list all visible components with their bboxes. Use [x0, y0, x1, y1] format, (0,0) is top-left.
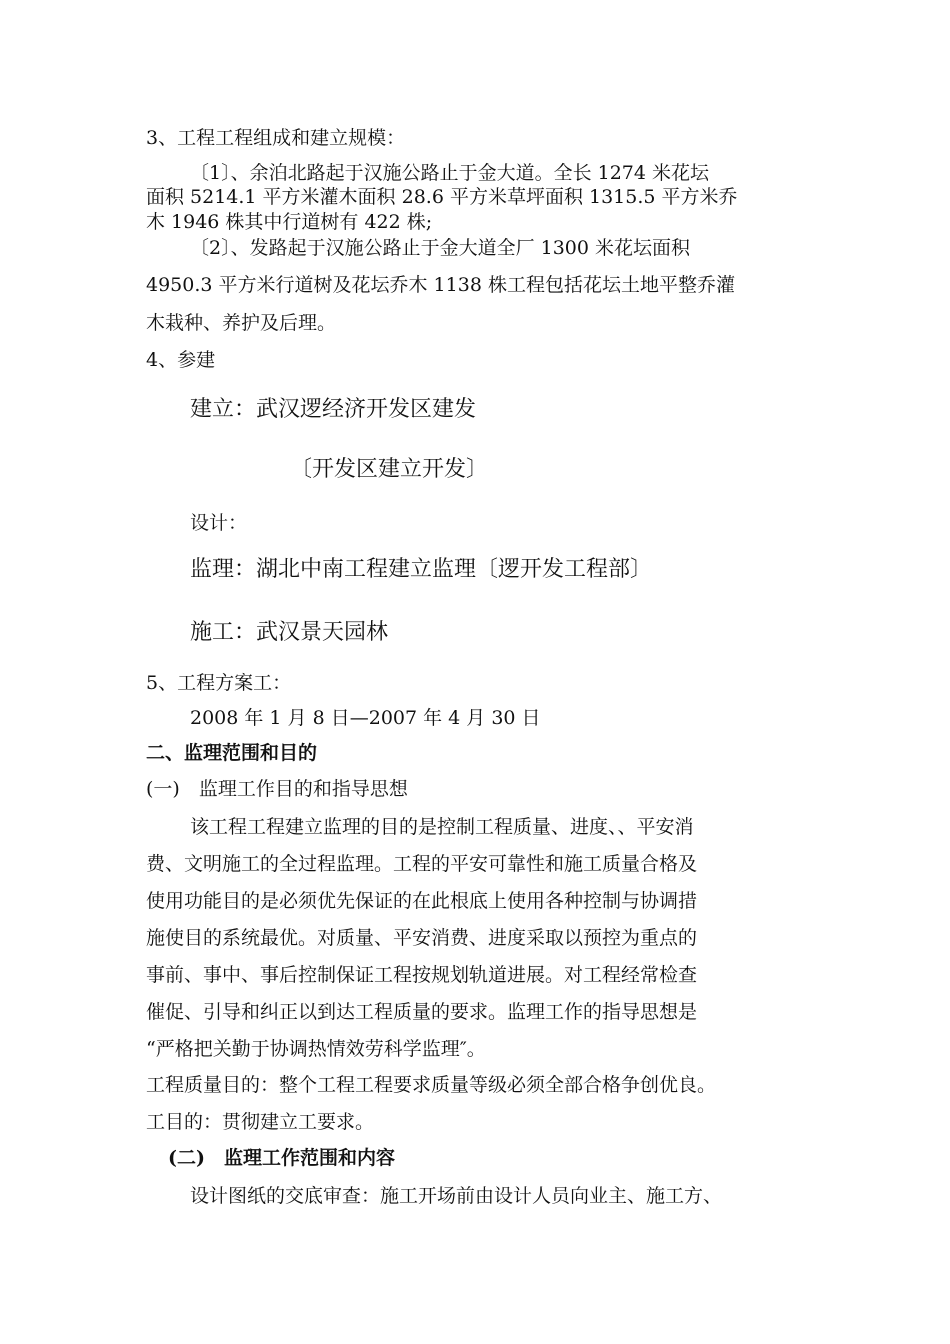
para1-line7: “严格把关勤于协调热情效劳科学监理″。: [146, 1038, 486, 1060]
para1-line3: 使用功能目的是必须优先保证的在此根底上使用各种控制与协调措: [146, 890, 698, 912]
para1-line5: 事前、事中、事后控制保证工程按规划轨道进展。对工程经常检查: [146, 964, 698, 986]
para2-line1: 设计图纸的交底审查：施工开场前由设计人员向业主、施工方、: [190, 1185, 723, 1207]
part2-sub1: (一) 监理工作目的和指导思想: [146, 778, 408, 800]
builder-line: 建立：武汉逻经济开发区建发: [190, 397, 477, 422]
section5-heading: 5、工程方案工：: [146, 672, 292, 694]
construction-line: 施工：武汉景天园林: [190, 620, 389, 645]
para1-line4: 施使目的系统最优。对质量、平安消费、进度采取以预控为重点的: [146, 927, 698, 949]
section3-heading: 3、工程工程组成和建立规模：: [146, 127, 406, 149]
section5-dates: 2008 年 1 月 8 日—2007 年 4 月 30 日: [190, 707, 541, 729]
builder-sub-line: 〔开发区建立开发〕: [290, 457, 489, 482]
section3-item2-line2: 4950.3 平方米行道树及花坛乔木 1138 株工程包括花坛土地平整乔灌: [146, 274, 735, 296]
section3-item1-line2: 面积 5214.1 平方米灌木面积 28.6 平方米草坪面积 1315.5 平方米乔: [146, 186, 738, 208]
section3-item1-line1: 〔1〕、余泊北路起于汉施公路止于金大道。全长 1274 米花坛: [190, 162, 710, 184]
quality-goal-line: 工程质量目的：整个工程工程要求质量等级必须全部合格争创优良。: [146, 1074, 717, 1096]
work-goal-line: 工目的：贯彻建立工要求。: [146, 1111, 375, 1133]
part2-heading: 二、监理范围和目的: [146, 742, 318, 764]
para1-line2: 费、文明施工的全过程监理。工程的平安可靠性和施工质量合格及: [146, 853, 698, 875]
supervision-line: 监理：湖北中南工程建立监理〔逻开发工程部〕: [190, 557, 653, 582]
section3-item1-line3: 木 1946 株其中行道树有 422 株;: [146, 211, 433, 233]
section3-item2-line3: 木栽种、养护及后理。: [146, 312, 337, 334]
section4-heading: 4、参建: [146, 349, 216, 371]
design-line: 设计：: [190, 512, 248, 534]
para1-line6: 催促、引导和纠正以到达工程质量的要求。监理工作的指导思想是: [146, 1001, 698, 1023]
section3-item2-line1: 〔2〕、发路起于汉施公路止于金大道全厂 1300 米花坛面积: [190, 237, 691, 259]
part2-sub2: (二) 监理工作范围和内容: [168, 1147, 395, 1169]
para1-line1: 该工程工程建立监理的目的是控制工程质量、进度、、平安消: [190, 816, 694, 838]
